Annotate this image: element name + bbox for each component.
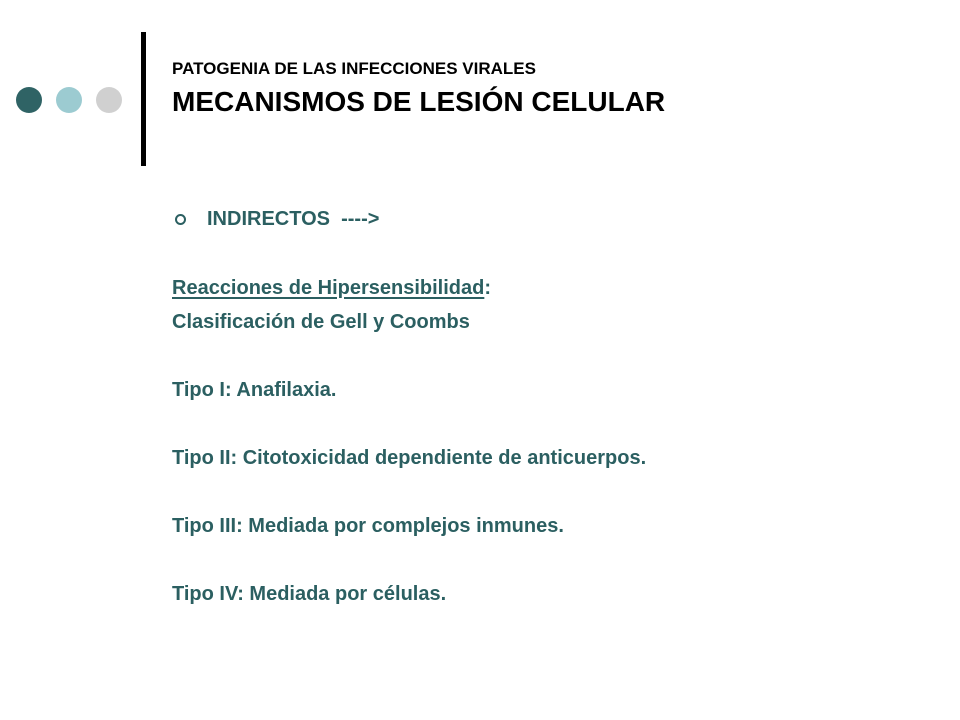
type-item: Tipo IV: Mediada por células.	[172, 583, 447, 605]
type-item: Tipo III: Mediada por complejos inmunes.	[172, 515, 564, 537]
slide-subtitle: PATOGENIA DE LAS INFECCIONES VIRALES	[172, 59, 536, 78]
circle-light-icon	[56, 87, 82, 113]
type-item: Tipo II: Citotoxicidad dependiente de anticuerpos.	[172, 447, 647, 469]
type-item: Tipo I: Anafilaxia.	[172, 379, 337, 401]
hollow-circle-icon	[175, 214, 186, 225]
bullet-text: INDIRECTOS ---->	[207, 208, 380, 230]
reactions-line	[172, 271, 932, 305]
slide-title: MECANISMOS DE LESIÓN CELULAR	[172, 86, 666, 117]
slide-body	[172, 205, 932, 611]
circle-dark-icon	[16, 87, 42, 113]
circle-gray-icon	[96, 87, 122, 113]
reactions-colon: :	[484, 277, 492, 299]
classification-line: Clasificación de Gell y Coombs	[172, 311, 470, 333]
decorative-dots	[16, 87, 122, 113]
reactions-label: Reacciones de Hipersensibilidad	[172, 277, 485, 299]
title-divider-bar	[141, 32, 146, 166]
bullet-item	[172, 205, 932, 233]
